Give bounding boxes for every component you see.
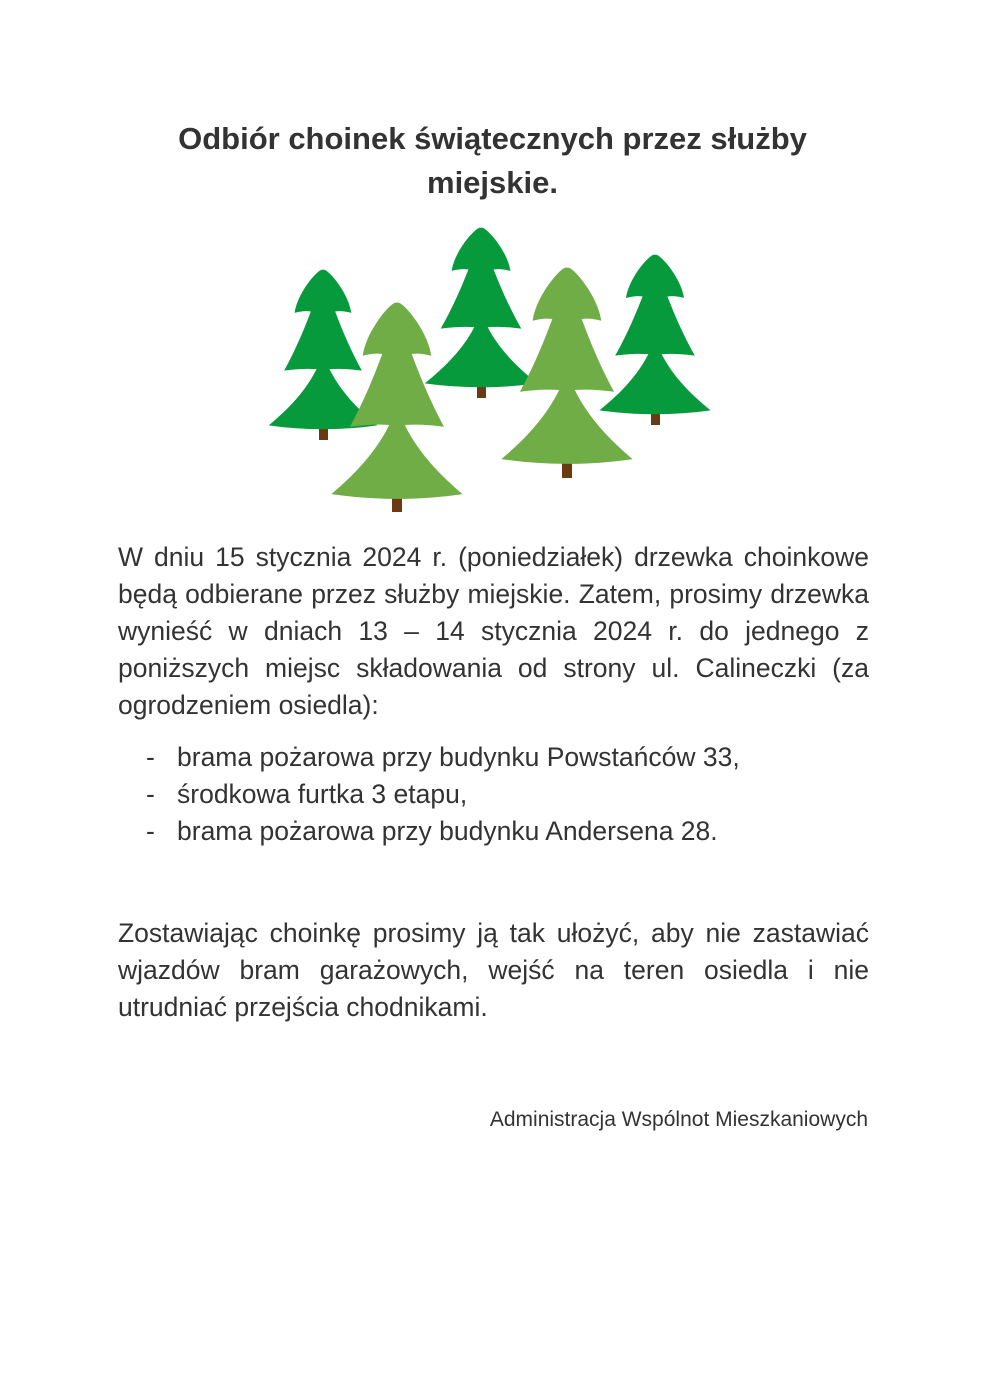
- dark-tree-right: [599, 255, 710, 425]
- signature: Administracja Wspólnot Mieszkaniowych: [489, 1108, 868, 1131]
- intro-paragraph: W dniu 15 stycznia 2024 r. (poniedziałek) drzewka choinkowe będą odbierane przez służby miejskie. Zatem, prosimy drzewka wynieść w dniach 13 – 14 stycznia 2024 r. do jednego z poniższych miejsc składowania od strony ul. Calineczki (za ogrodzeniem osiedla):: [118, 542, 869, 720]
- notice-paragraph: Zostawiając choinkę prosimy ją tak ułożyć, aby nie zastawiać wjazdów bram garażowych, wejść na teren osiedla i nie utrudniać przejścia chodnikami.: [118, 918, 869, 1022]
- list-item: [118, 813, 869, 850]
- dark-tree-center: [425, 228, 538, 398]
- list-item-text: brama pożarowa przy budynku Andersena 28.: [177, 816, 718, 846]
- list-item-text: środkowa furtka 3 etapu,: [177, 779, 468, 809]
- dash-bullet: -: [146, 816, 155, 846]
- dash-bullet: -: [146, 779, 155, 809]
- list-item: [118, 739, 869, 776]
- pickup-locations-list: [118, 739, 869, 850]
- page-title: Odbiór choinek świątecznych przez służby miejskie.: [178, 121, 807, 200]
- list-item-text: brama pożarowa przy budynku Powstańców 33,: [177, 742, 740, 772]
- list-item: [118, 776, 869, 813]
- dash-bullet: -: [146, 742, 155, 772]
- christmas-trees-illustration: [262, 225, 714, 515]
